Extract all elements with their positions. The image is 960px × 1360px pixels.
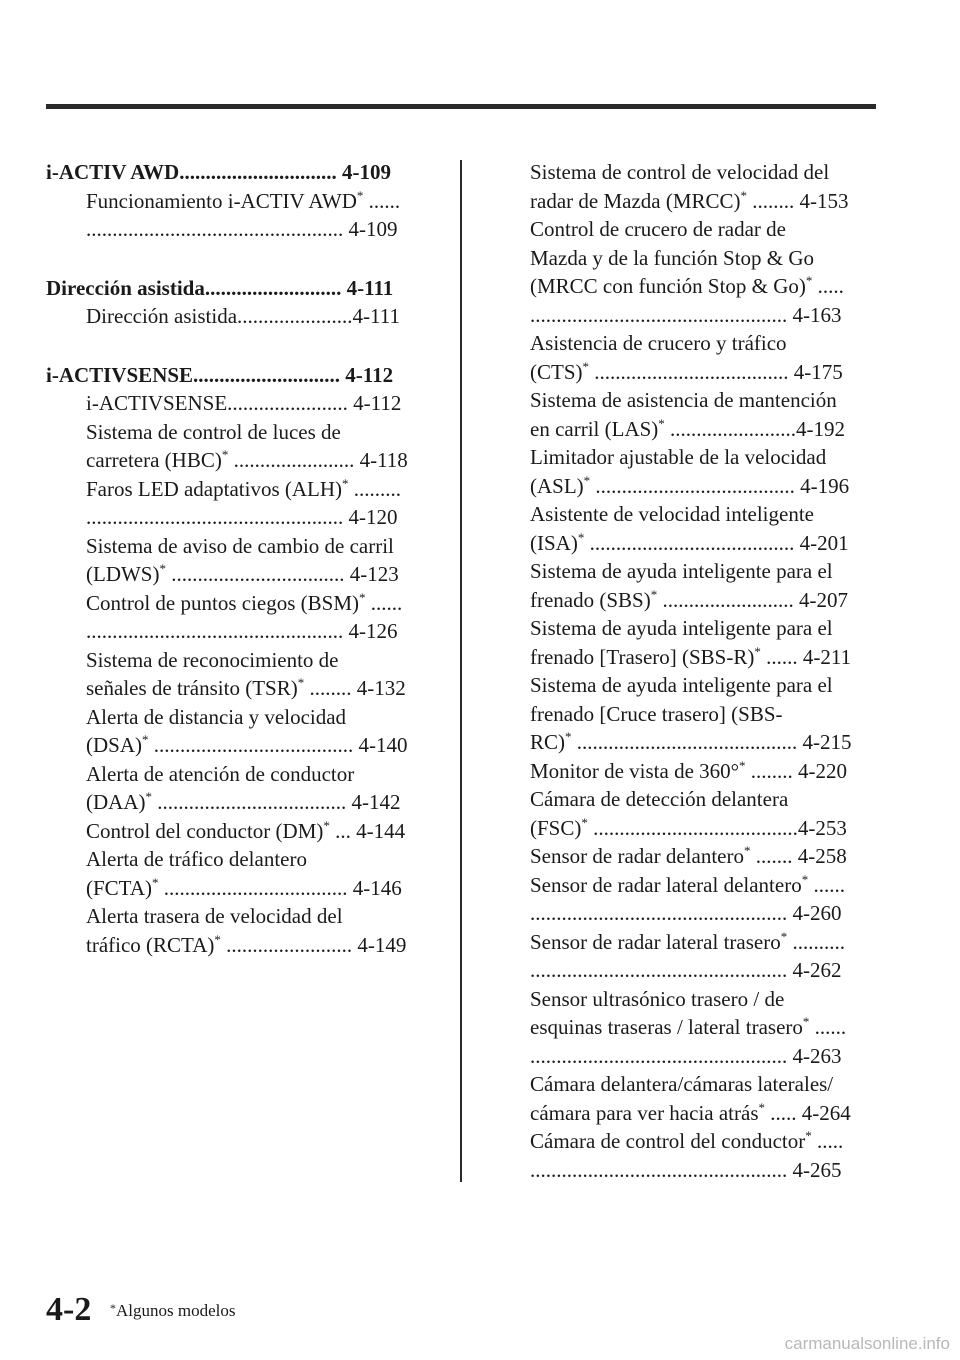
toc-line: i-ACTIV AWD.............................. 4-109 — [46, 160, 391, 184]
toc-line: Monitor de vista de 360°* ........ 4-220 — [530, 757, 848, 783]
toc-line: Asistencia de crucero y tráfico — [530, 331, 787, 355]
toc-line: (DSA)* ...................................... 4-140 — [86, 732, 408, 757]
toc-line: ................................................. 4-120 — [86, 505, 398, 529]
toc-entry[interactable] — [530, 557, 874, 614]
toc-line: Dirección asistida.......................... 4-111 — [46, 275, 394, 300]
toc-line: ................................................. 4-109 — [86, 217, 398, 241]
toc-line: i-ACTIVSENSE....................... 4-112 — [86, 391, 402, 415]
toc-line: ................................................. 4-265 — [530, 1157, 842, 1182]
toc-line: Sistema de asistencia de mantención — [530, 388, 837, 412]
footnote-marker: * — [583, 472, 591, 488]
footnote-marker: * — [356, 187, 364, 203]
toc-entry[interactable] — [46, 703, 428, 760]
toc-entry[interactable] — [46, 302, 428, 331]
toc-line: Control de crucero de radar de — [530, 217, 786, 241]
toc-entry[interactable] — [530, 671, 874, 757]
toc-line: radar de Mazda (MRCC)* ........ 4-153 — [530, 187, 849, 213]
footnote-marker: * — [780, 928, 788, 944]
toc-line: Sistema de ayuda inteligente para el — [530, 559, 833, 583]
footnote-marker: * — [801, 871, 809, 887]
footnote-marker: * — [159, 561, 166, 576]
toc-line: frenado [Trasero] (SBS-R)* ...... 4-211 — [530, 643, 852, 669]
toc-line: Asistente de velocidad inteligente — [530, 502, 814, 526]
toc-line: en carril (LAS)* ........................4-192 — [530, 415, 846, 441]
toc-line: i-ACTIVSENSE............................ 4-112 — [46, 362, 394, 387]
toc-line: Sensor ultrasónico trasero / de — [530, 986, 785, 1011]
toc-entry[interactable] — [46, 187, 428, 244]
toc-line: Alerta de distancia y velocidad — [86, 704, 347, 729]
footnote-marker: * — [221, 447, 229, 462]
footnote-marker: * — [754, 643, 761, 659]
toc-line: Sistema de reconocimiento de — [86, 647, 339, 672]
toc-line: ................................................. 4-262 — [530, 958, 842, 982]
toc-line: ................................................. 4-260 — [530, 901, 842, 925]
toc-left-column — [46, 158, 428, 959]
toc-entry[interactable] — [46, 902, 428, 959]
toc-line: Mazda y de la función Stop & Go — [530, 245, 815, 270]
toc-line: Sistema de control de luces de — [86, 419, 341, 444]
toc-entry[interactable] — [530, 614, 874, 671]
toc-line: Cámara de detección delantera — [530, 787, 789, 811]
footnote-marker: * — [805, 1128, 812, 1143]
toc-line: (MRCC con función Stop & Go)* ..... — [530, 273, 844, 298]
toc-line: (LDWS)* ................................. 4-123 — [86, 561, 399, 586]
toc-line: Sensor de radar lateral delantero* ...... — [530, 871, 845, 897]
toc-line: Alerta de tráfico delantero — [86, 847, 307, 871]
toc-line: ................................................. 4-263 — [530, 1043, 842, 1068]
footnote-marker: * — [744, 843, 751, 858]
footnote-text: Algunos modelos — [116, 1301, 236, 1320]
footnote-marker: * — [214, 931, 221, 947]
toc-line: Control del conductor (DM)* ... 4-144 — [86, 817, 406, 843]
toc-entry[interactable] — [530, 500, 874, 557]
footnote-marker: * — [740, 187, 748, 203]
toc-section[interactable] — [46, 158, 428, 187]
toc-entry[interactable] — [530, 158, 874, 215]
footnote-marker: * — [581, 814, 588, 830]
toc-line: Cámara delantera/cámaras laterales/ — [530, 1072, 834, 1096]
column-divider — [460, 160, 462, 1182]
toc-entry[interactable] — [46, 845, 428, 902]
toc-section[interactable] — [46, 274, 428, 303]
toc-line: Sensor de radar delantero* ....... 4-258 — [530, 843, 847, 868]
toc-line: Sistema de control de velocidad del — [530, 160, 830, 184]
toc-entry[interactable] — [46, 589, 428, 646]
footnote-marker: * — [802, 1014, 810, 1029]
toc-line: Cámara de control del conductor* ..... — [530, 1128, 844, 1153]
footnote-marker: * — [565, 729, 572, 744]
toc-entry[interactable] — [46, 532, 428, 589]
toc-line: Sistema de ayuda inteligente para el — [530, 616, 833, 640]
toc-line: Faros LED adaptativos (ALH)* ......... — [86, 475, 402, 501]
toc-entry[interactable] — [46, 418, 428, 475]
footnote-marker: * — [582, 358, 589, 374]
toc-line: Sistema de aviso de cambio de carril — [86, 533, 394, 558]
footnote-marker: * — [145, 789, 152, 804]
footnote-marker: * — [577, 529, 585, 545]
toc-line: tráfico (RCTA)* ........................ 4-149 — [86, 931, 407, 957]
toc-entry[interactable] — [530, 1127, 874, 1184]
toc-line: frenado (SBS)* ......................... 4-207 — [530, 586, 848, 612]
footnote-mark: * — [110, 1301, 116, 1315]
toc-line: Limitador ajustable de la velocidad — [530, 445, 827, 469]
toc-entry[interactable] — [46, 760, 428, 817]
toc-entry[interactable] — [46, 475, 428, 532]
footnote-marker: * — [650, 586, 658, 602]
toc-line: (FSC)* .......................................4-253 — [530, 814, 847, 840]
toc-entry[interactable] — [530, 985, 874, 1071]
toc-entry[interactable] — [530, 215, 874, 329]
toc-line: Sensor de radar lateral trasero* .......... — [530, 928, 845, 954]
toc-line: ................................................. 4-126 — [86, 619, 398, 643]
toc-line: ................................................. 4-163 — [530, 302, 842, 327]
toc-line: Sistema de ayuda inteligente para el — [530, 673, 833, 697]
watermark: carmanualsonline.info — [784, 1334, 950, 1353]
page-number: 4-2 — [46, 1291, 92, 1328]
footnote-marker: * — [142, 732, 149, 747]
toc-line: Alerta de atención de conductor — [86, 761, 355, 786]
toc-line: (FCTA)* ................................... 4-146 — [86, 874, 402, 900]
toc-line: Funcionamiento i-ACTIV AWD* ...... — [86, 187, 401, 213]
toc-line: señales de tránsito (TSR)* ........ 4-132 — [86, 675, 406, 700]
toc-entry[interactable] — [530, 1070, 874, 1127]
footnote-marker: * — [323, 817, 330, 833]
toc-line: (ASL)* ...................................... 4-196 — [530, 472, 850, 498]
toc-entry[interactable] — [530, 386, 874, 443]
toc-entry[interactable] — [46, 646, 428, 703]
toc-entry[interactable] — [530, 757, 874, 786]
toc-line: frenado [Cruce trasero] (SBS- — [530, 701, 783, 726]
footnote-marker: * — [658, 415, 665, 431]
footnote-marker: * — [758, 1099, 765, 1115]
toc-entry[interactable] — [530, 785, 874, 842]
toc-entry[interactable] — [530, 871, 874, 928]
toc-entry[interactable] — [530, 928, 874, 985]
toc-line: cámara para ver hacia atrás* ..... 4-264 — [530, 1099, 851, 1125]
toc-line: Dirección asistida......................4-111 — [86, 304, 400, 328]
toc-entry[interactable] — [46, 817, 428, 846]
toc-right-column — [530, 158, 874, 1184]
header-rule — [46, 104, 876, 109]
footnote-marker: * — [359, 589, 366, 605]
footnote — [110, 1300, 235, 1322]
footnote-marker: * — [805, 273, 813, 288]
toc-line: (CTS)* ..................................... 4-175 — [530, 358, 843, 384]
footnote-marker: * — [342, 475, 349, 491]
toc-entry[interactable] — [530, 443, 874, 500]
toc-line: RC)* .......................................... 4-215 — [530, 729, 852, 754]
toc-line: Alerta trasera de velocidad del — [86, 904, 343, 928]
footnote-marker: * — [739, 757, 746, 773]
toc-line: (ISA)* ....................................... 4-201 — [530, 529, 849, 555]
toc-entry[interactable] — [46, 389, 428, 418]
footnote-marker: * — [151, 874, 159, 890]
toc-line: esquinas traseras / lateral trasero* ...... — [530, 1014, 847, 1039]
toc-section[interactable] — [46, 361, 428, 390]
toc-line: (DAA)* .................................... 4-142 — [86, 789, 401, 814]
toc-line: carretera (HBC)* ....................... 4-118 — [86, 447, 408, 472]
toc-entry[interactable] — [530, 842, 874, 871]
footnote-marker: * — [297, 675, 305, 690]
toc-line: Control de puntos ciegos (BSM)* ...... — [86, 589, 403, 615]
toc-entry[interactable] — [530, 329, 874, 386]
